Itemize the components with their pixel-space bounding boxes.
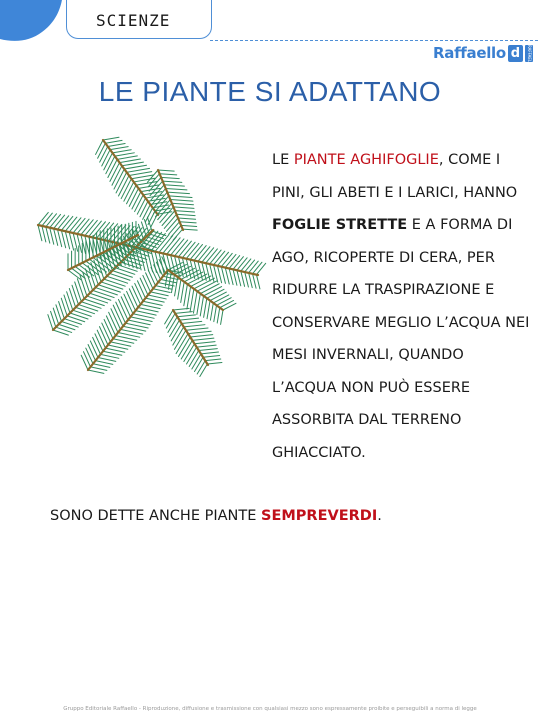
copyright-notice: Gruppo Editoriale Raffaello - Riproduzione, diffusione e trasmissione con qualsiasi mezzo sono espressamente proibite e perseguibili a norma di legge	[63, 706, 477, 712]
evergreen-end: .	[377, 508, 382, 524]
brand-logo	[433, 43, 533, 67]
body-strong: FOGLIE STRETTE	[272, 217, 408, 233]
header-divider	[210, 40, 538, 41]
body-after-highlight: , COME I PINI, GLI ABETI E I LARICI, HANNO	[272, 152, 518, 201]
evergreen-highlight: SEMPREVERDI	[261, 508, 378, 524]
body-lead: LE	[272, 152, 294, 168]
body-rest: E A FORMA DI AGO, RICOPERTE DI CERA, PER RIDURRE LA TRASPIRAZIONE E CONSERVARE MEGLIO L’ACQUA NEI MESI INVERNALI, QUANDO L’ACQUA NON PUÒ ESSERE ASSORBITA DAL TERRENO GHIACCIATO.	[272, 217, 530, 461]
pine-branch-icon	[8, 120, 270, 380]
evergreen-text: SONO DETTE ANCHE PIANTE	[50, 508, 262, 524]
subject-label: SCIENZE	[96, 11, 171, 30]
page-title: LE PIANTE SI ADATTANO	[98, 76, 442, 107]
evergreen-sentence	[50, 508, 530, 524]
body-paragraph	[272, 144, 532, 469]
brand-mark: d	[508, 45, 523, 62]
brand-sub: RAFFAELLO	[526, 44, 532, 67]
brand-name: Raffaello	[433, 44, 506, 62]
body-highlight: PIANTE AGHIFOGLIE	[293, 152, 439, 168]
